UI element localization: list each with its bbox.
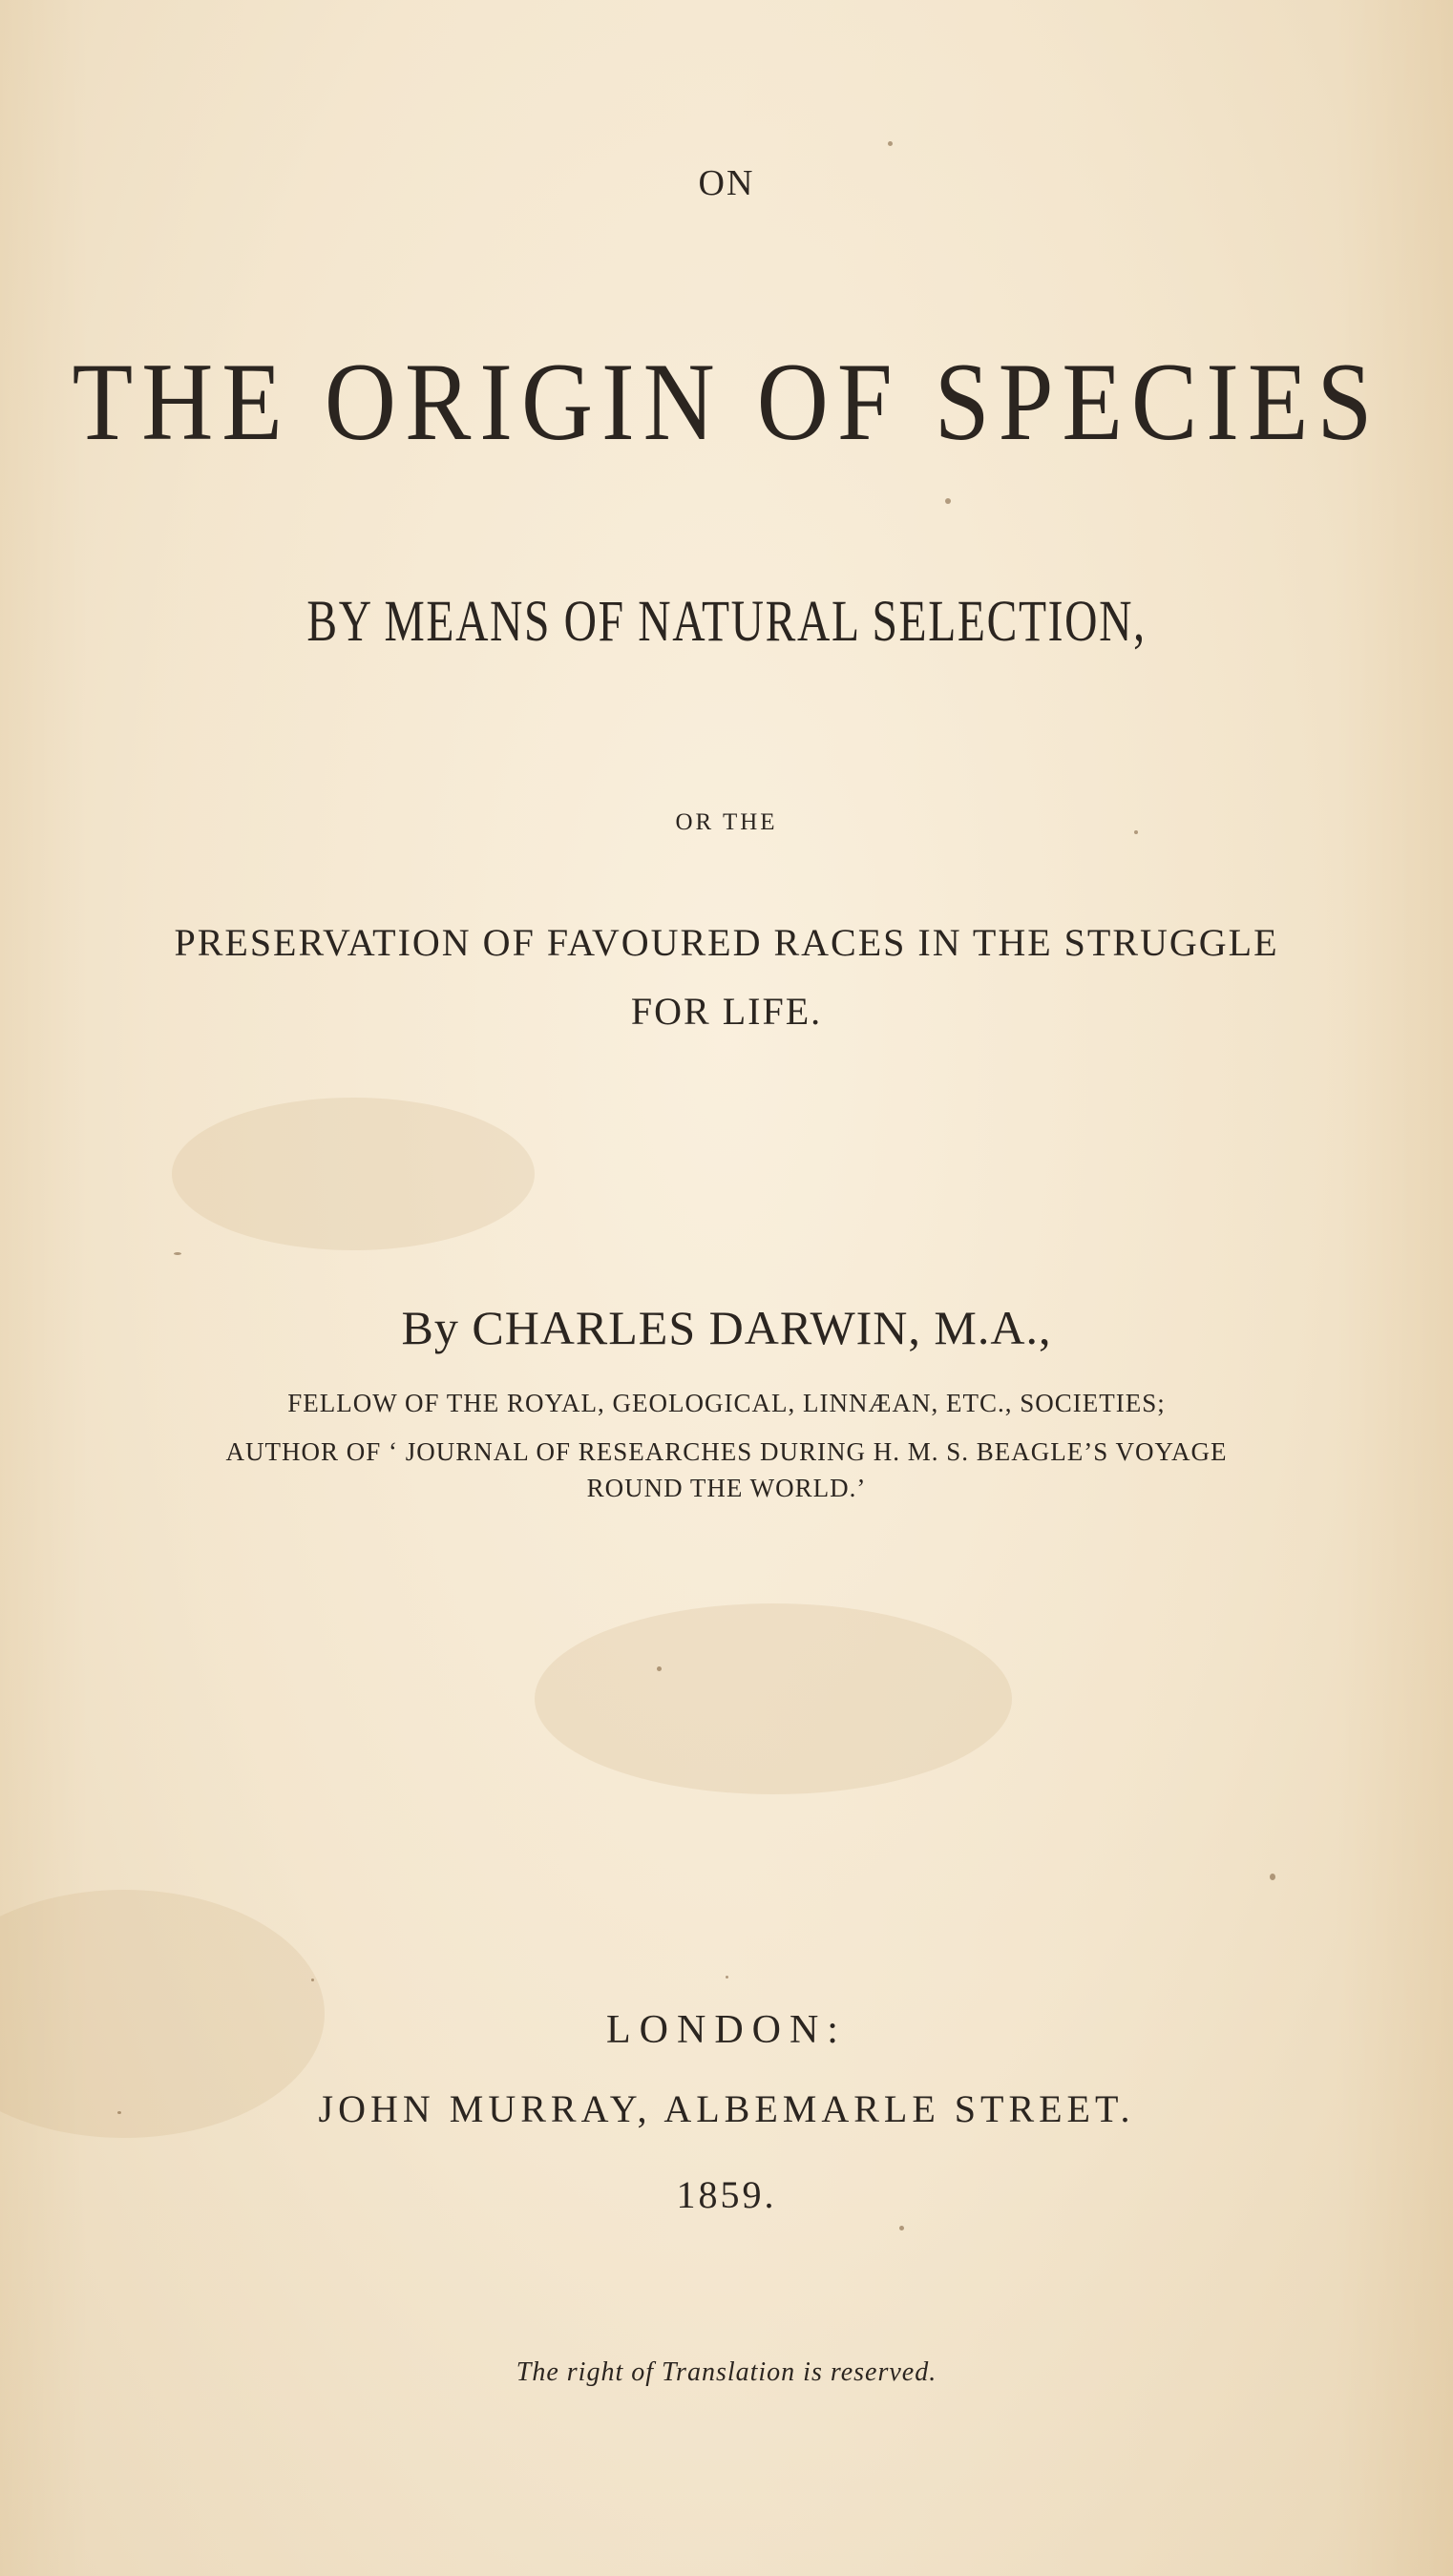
author-works-line-1: AUTHOR OF ‘ JOURNAL OF RESEARCHES DURING H. M. S. BEAGLE’S VOYAGE [225,1437,1228,1466]
alternate-title-line-2: FOR LIFE. [630,990,823,1033]
imprint-city: LONDON: [606,2008,847,2052]
paper-speck [1270,1874,1275,1880]
imprint-year: 1859. [676,2173,777,2216]
paper-stain [535,1603,1012,1794]
book-title: THE ORIGIN OF SPECIES [72,341,1381,464]
author-fellowships: FELLOW OF THE ROYAL, GEOLOGICAL, LINNÆAN, ETC., SOCIETIES; [287,1389,1166,1417]
paper-speck [899,2226,904,2230]
paper-speck [726,1976,728,1979]
paper-speck [174,1252,181,1255]
title-prefix: ON [698,163,755,203]
author-name: By CHARLES DARWIN, M.A., [401,1301,1052,1354]
alternate-title-line-1: PRESERVATION OF FAVOURED RACES IN THE STRUGGLE [174,921,1279,964]
book-subtitle: BY MEANS OF NATURAL SELECTION, [306,588,1147,654]
paper-speck [657,1666,662,1671]
paper-speck [311,1979,314,1981]
paper-stain [172,1098,535,1250]
translation-rights-notice: The right of Translation is reserved. [516,2357,937,2387]
imprint-publisher: JOHN MURRAY, ALBEMARLE STREET. [318,2087,1135,2130]
paper-speck [888,141,893,146]
author-works-line-2: ROUND THE WORLD.’ [586,1474,867,1502]
paper-speck [945,498,951,504]
connector-or-the: OR THE [675,809,778,835]
